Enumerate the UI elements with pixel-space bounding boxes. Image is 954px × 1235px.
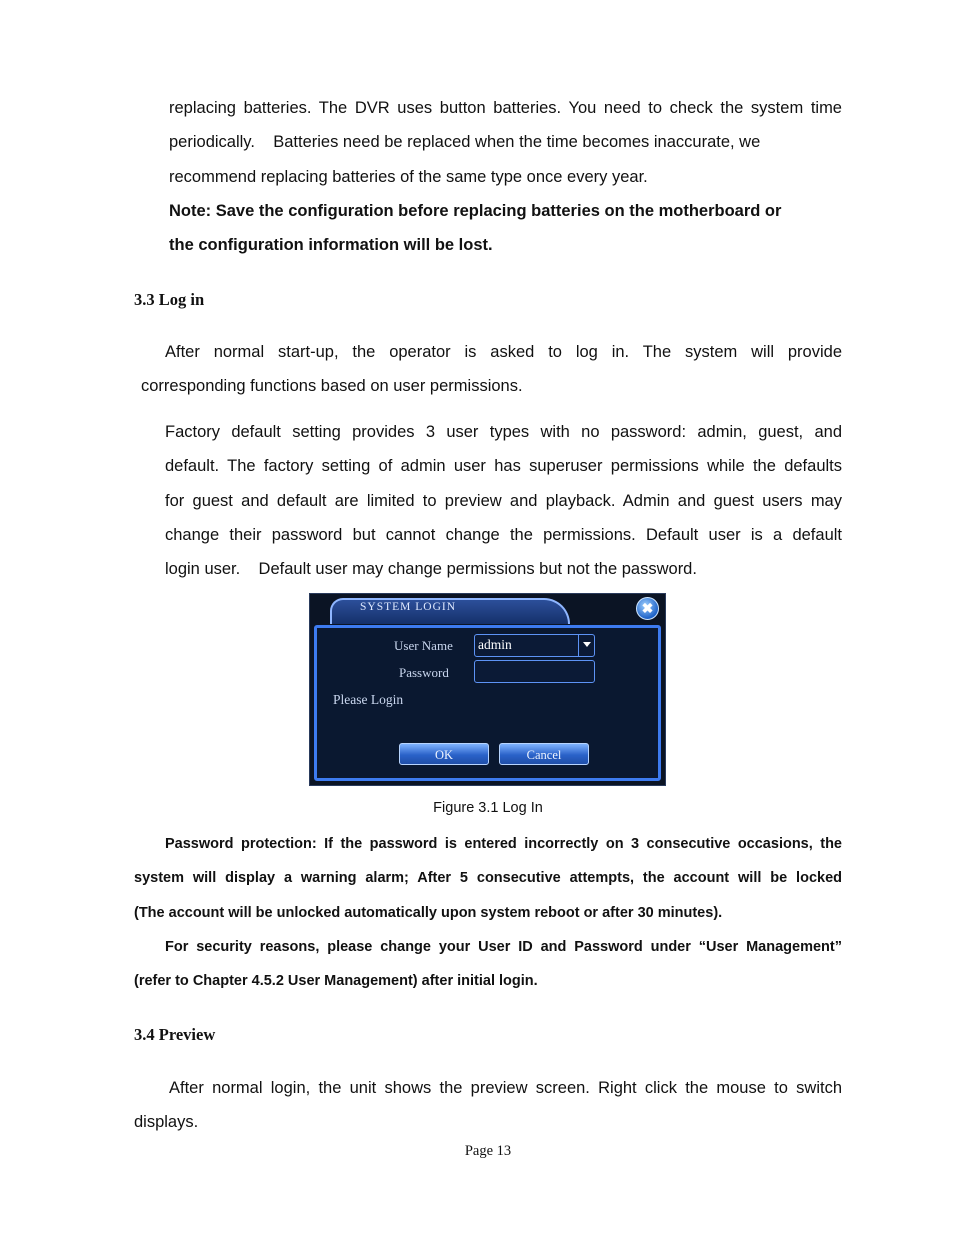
text-line: Password protection: If the password is entered incorrectly on 3 consecutive occasions, the bbox=[165, 836, 842, 852]
section-heading-login: 3.3 Log in bbox=[134, 290, 205, 309]
dialog-title: SYSTEM LOGIN bbox=[360, 601, 457, 613]
text-line: periodically. Batteries need be replaced when the time becomes inaccurate, we bbox=[169, 133, 761, 152]
text-line: recommend replacing batteries of the same type once every year. bbox=[169, 167, 648, 186]
section-heading-preview: 3.4 Preview bbox=[134, 1025, 216, 1044]
login-intro-paragraph bbox=[141, 335, 842, 404]
dialog-body bbox=[314, 625, 661, 781]
login-status-text: Please Login bbox=[333, 692, 404, 707]
ok-button[interactable]: OK bbox=[399, 743, 489, 765]
text-line: for guest and default are limited to preview and playback. Admin and guest users may bbox=[165, 491, 842, 510]
text-line: system will display a warning alarm; After 5 consecutive attempts, the account will be locked bbox=[134, 870, 842, 887]
text-line: (refer to Chapter 4.5.2 User Management) after initial login. bbox=[134, 973, 538, 990]
preview-paragraph bbox=[134, 1071, 842, 1140]
cancel-button[interactable]: Cancel bbox=[499, 743, 589, 765]
text-line: (The account will be unlocked automatically upon system reboot or after 30 minutes). bbox=[134, 904, 723, 921]
text-line: the configuration information will be lost. bbox=[169, 236, 493, 255]
note-paragraph bbox=[169, 194, 842, 263]
password-input[interactable] bbox=[474, 660, 595, 683]
close-icon[interactable]: ✖ bbox=[636, 597, 659, 620]
password-label: Password bbox=[399, 665, 449, 680]
password-protection-paragraph bbox=[134, 827, 842, 930]
text-line: Note: Save the configuration before replacing batteries on the motherboard or bbox=[169, 202, 782, 220]
battery-paragraph bbox=[169, 91, 842, 194]
text-line: default. The factory setting of admin user has superuser permissions while the defaults bbox=[165, 457, 842, 476]
user-name-label: User Name bbox=[394, 638, 453, 653]
text-line: Factory default setting provides 3 user types with no password: admin, guest, and bbox=[165, 423, 842, 441]
text-line: change their password but cannot change the permissions. Default user is a default bbox=[165, 525, 842, 544]
text-line: After normal start-up, the operator is asked to log in. The system will provide bbox=[165, 343, 842, 361]
figure-caption: Figure 3.1 Log In bbox=[433, 800, 543, 816]
system-login-dialog bbox=[309, 593, 666, 786]
page-number: Page 13 bbox=[464, 1143, 512, 1159]
text-line: replacing batteries. The DVR uses button batteries. You need to check the system time bbox=[169, 99, 842, 117]
chevron-down-icon[interactable] bbox=[578, 635, 594, 656]
user-name-value: admin bbox=[478, 637, 512, 652]
text-line: For security reasons, please change your User ID and Password under “User Management” bbox=[165, 939, 842, 955]
text-line: After normal login, the unit shows the preview screen. Right click the mouse to switch bbox=[169, 1079, 842, 1097]
user-name-select[interactable] bbox=[474, 634, 595, 657]
factory-default-paragraph bbox=[165, 415, 842, 586]
text-line: login user. Default user may change permissions but not the password. bbox=[165, 560, 697, 579]
text-line: corresponding functions based on user permissions. bbox=[141, 377, 523, 396]
text-line: displays. bbox=[134, 1113, 199, 1132]
security-paragraph bbox=[134, 930, 842, 999]
